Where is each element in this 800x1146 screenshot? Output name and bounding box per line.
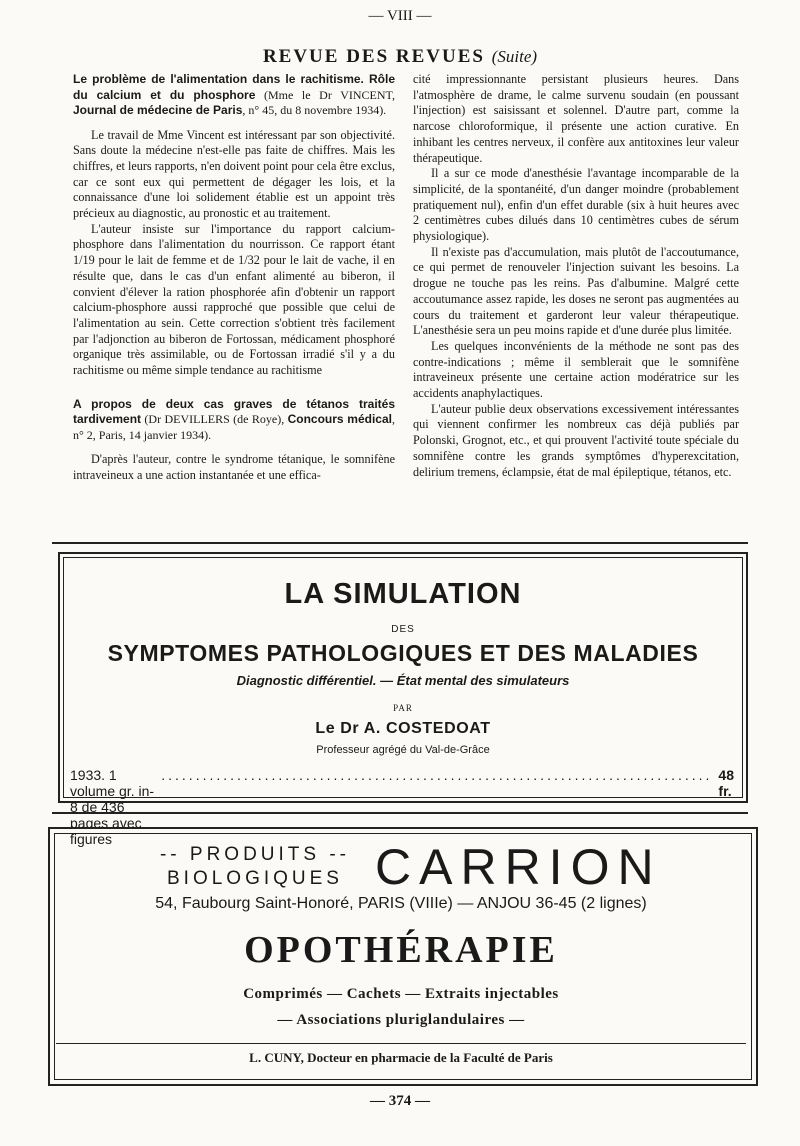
paragraph: L'auteur insiste sur l'importance du rapport calcium-phosphore dans l'alimentation du nourrisson. Ce rapport étant 1/19 pour le lait de femme et de 1/32 pour le lait de vache, il en résulte que, dans le cas d'un enfant alimenté au biberon, il convient d'élever la ration phosphorée afin d'obtenir un rapport calcium-phosphore aussi rapproché que possible que celui de l'alimentation au sein. Cette correction s'obtient très facilement par l'adjonction au biberon de Fortossan, médicament phosphoré organique très assimilable, ou de Fortossan irradié s'il y a du rachitisme ou même simple tendance au rachitisme <box>73 221 395 378</box>
paragraph: D'après l'auteur, contre le syndrome tétanique, le somnifène intraveineux a une action instantanée et une effica- <box>73 452 395 482</box>
ref-date: , n° 2, Paris, 14 janvier 1934). <box>73 412 395 442</box>
ref-journal: Journal de médecine de Paris <box>73 103 243 117</box>
ad-book-title: LA SIMULATION <box>284 578 522 610</box>
section-title-text: REVUE DES REVUES <box>262 46 485 67</box>
leader-dots: ................................................................................ <box>161 767 713 783</box>
ad-biologiques: BIOLOGIQUES <box>167 868 343 889</box>
ad-products-line: Comprimés — Cachets — Extraits injectables <box>243 986 559 1002</box>
page-number: — 374 — <box>370 1093 430 1109</box>
paragraph: Le travail de Mme Vincent est intéressant par son objectivité. Sans doute la médecine n'est-elle pas faite de chiffres. Mais les chiffres, et leurs rapports, n'en doivent point pour cela être exclus, car ce sont eux qui permettent de dégager les lois, et la connaissance d'une loi solidement établie est un appoint très précieux au diagnostic, au pronostic et au traitement. <box>73 127 395 221</box>
paragraph: Il a sur ce mode d'anesthésie l'avantage incomparable de la simplicité, de la spontanéité, d'un danger moindre (probablement pratiquement nul), enfin d'un effet durable (six à huit heures avec 2 centimètres cubes dilués dans 10 centimètres cubes de sérum physiologique). <box>413 166 739 244</box>
ref-author: (Mme le Dr VINCENT, <box>255 87 395 102</box>
ad-book-par: PAR <box>393 703 413 713</box>
column-right <box>413 72 739 480</box>
ad-pharmacist: L. CUNY, Docteur en pharmacie de la Faculté de Paris <box>249 1050 553 1065</box>
ref-title: Le problème de l'alimentation dans le rachitisme. Rôle du calcium et du phosphore <box>73 72 395 102</box>
ad-separator <box>56 1043 746 1044</box>
ad-book-des: DES <box>391 624 415 635</box>
ad-book-author-title: Professeur agrégé du Val-de-Grâce <box>316 744 490 756</box>
section-title-suite: (Suite) <box>491 47 538 66</box>
header-page-roman: — VIII — <box>368 8 432 24</box>
ad-address: 54, Faubourg Saint-Honoré, PARIS (VIIIe) — ANJOU 36-45 (2 lignes) <box>155 895 647 912</box>
paragraph: Il n'existe pas d'accumulation, mais plutôt de l'accoutumance, ce qui permet de renouveler l'injection suivant les besoins. La drogue ne touche pas les reins. Pas d'albumine. Malgré cette accoutumance assez rapide, les doses ne seront pas augmentées au cours du traitement et garderont leur valeur thérapeutique. L'anesthésie sera un peu moins rapide et d'une durée plus limitée. <box>413 244 739 338</box>
column-left <box>73 72 395 484</box>
ad-associations-line: — Associations pluriglandulaires — <box>277 1012 525 1028</box>
article-ref <box>73 72 395 119</box>
ref-title: A propos de deux cas graves de tétanos traités tardivement <box>73 396 395 427</box>
section-title <box>0 46 800 68</box>
ref-journal: Concours médical <box>287 412 392 427</box>
ad-book-volume: 1933. 1 volume gr. in-8 de 436 pages avec figures <box>70 767 155 847</box>
paragraph: Les quelques inconvénients de la méthode ne sont pas des contre-indications ; même il semblerait que le somnifène intraveineux présente une certaine action modératrice sur les accidents anaphylactiques. <box>413 338 739 401</box>
divider-rule <box>52 542 748 544</box>
paragraph: L'auteur publie deux observations excessivement intéressantes qui viennent confirmer les nombreux cas déjà publiés par Polonski, Grognot, etc., et qui prouvent l'activité toute spéciale du somnifène contre les grands symptômes d'hyperexcitation, delirium tremens, éclampsie, état de mal épileptique, tétanos, etc. <box>413 401 739 479</box>
ad-opotherapie: OPOTHÉRAPIE <box>244 929 558 971</box>
article-ref <box>73 397 395 444</box>
divider-rule <box>52 812 748 814</box>
ad-produits-label <box>140 843 370 891</box>
ad-produits: -- PRODUITS -- <box>159 844 351 865</box>
ad-book-price: 48 fr. <box>718 767 734 799</box>
ad-brand-carrion: CARRION <box>375 839 662 895</box>
ad-book-tagline: Diagnostic différentiel. — État mental des simulateurs <box>236 673 570 688</box>
ref-author: (Dr DEVILLERS (de Roye), <box>141 412 288 427</box>
ref-date: , n° 45, du 8 novembre 1934). <box>242 103 387 117</box>
paragraph: cité impressionnante persistant plusieurs heures. Dans l'atmosphère de drame, le calme survenu soudain (en poussant l'injection) est saisissant et solennel. D'autre part, comme la narcose chloroformique, il présente une action curative. En inhibant les centres nerveux, il confère aux antitoxines leur valeur thérapeutique. <box>413 72 739 165</box>
ad-book-author: Le Dr A. COSTEDOAT <box>315 720 491 737</box>
ad-book-subtitle: SYMPTOMES PATHOLOGIQUES ET DES MALADIES <box>107 640 699 666</box>
